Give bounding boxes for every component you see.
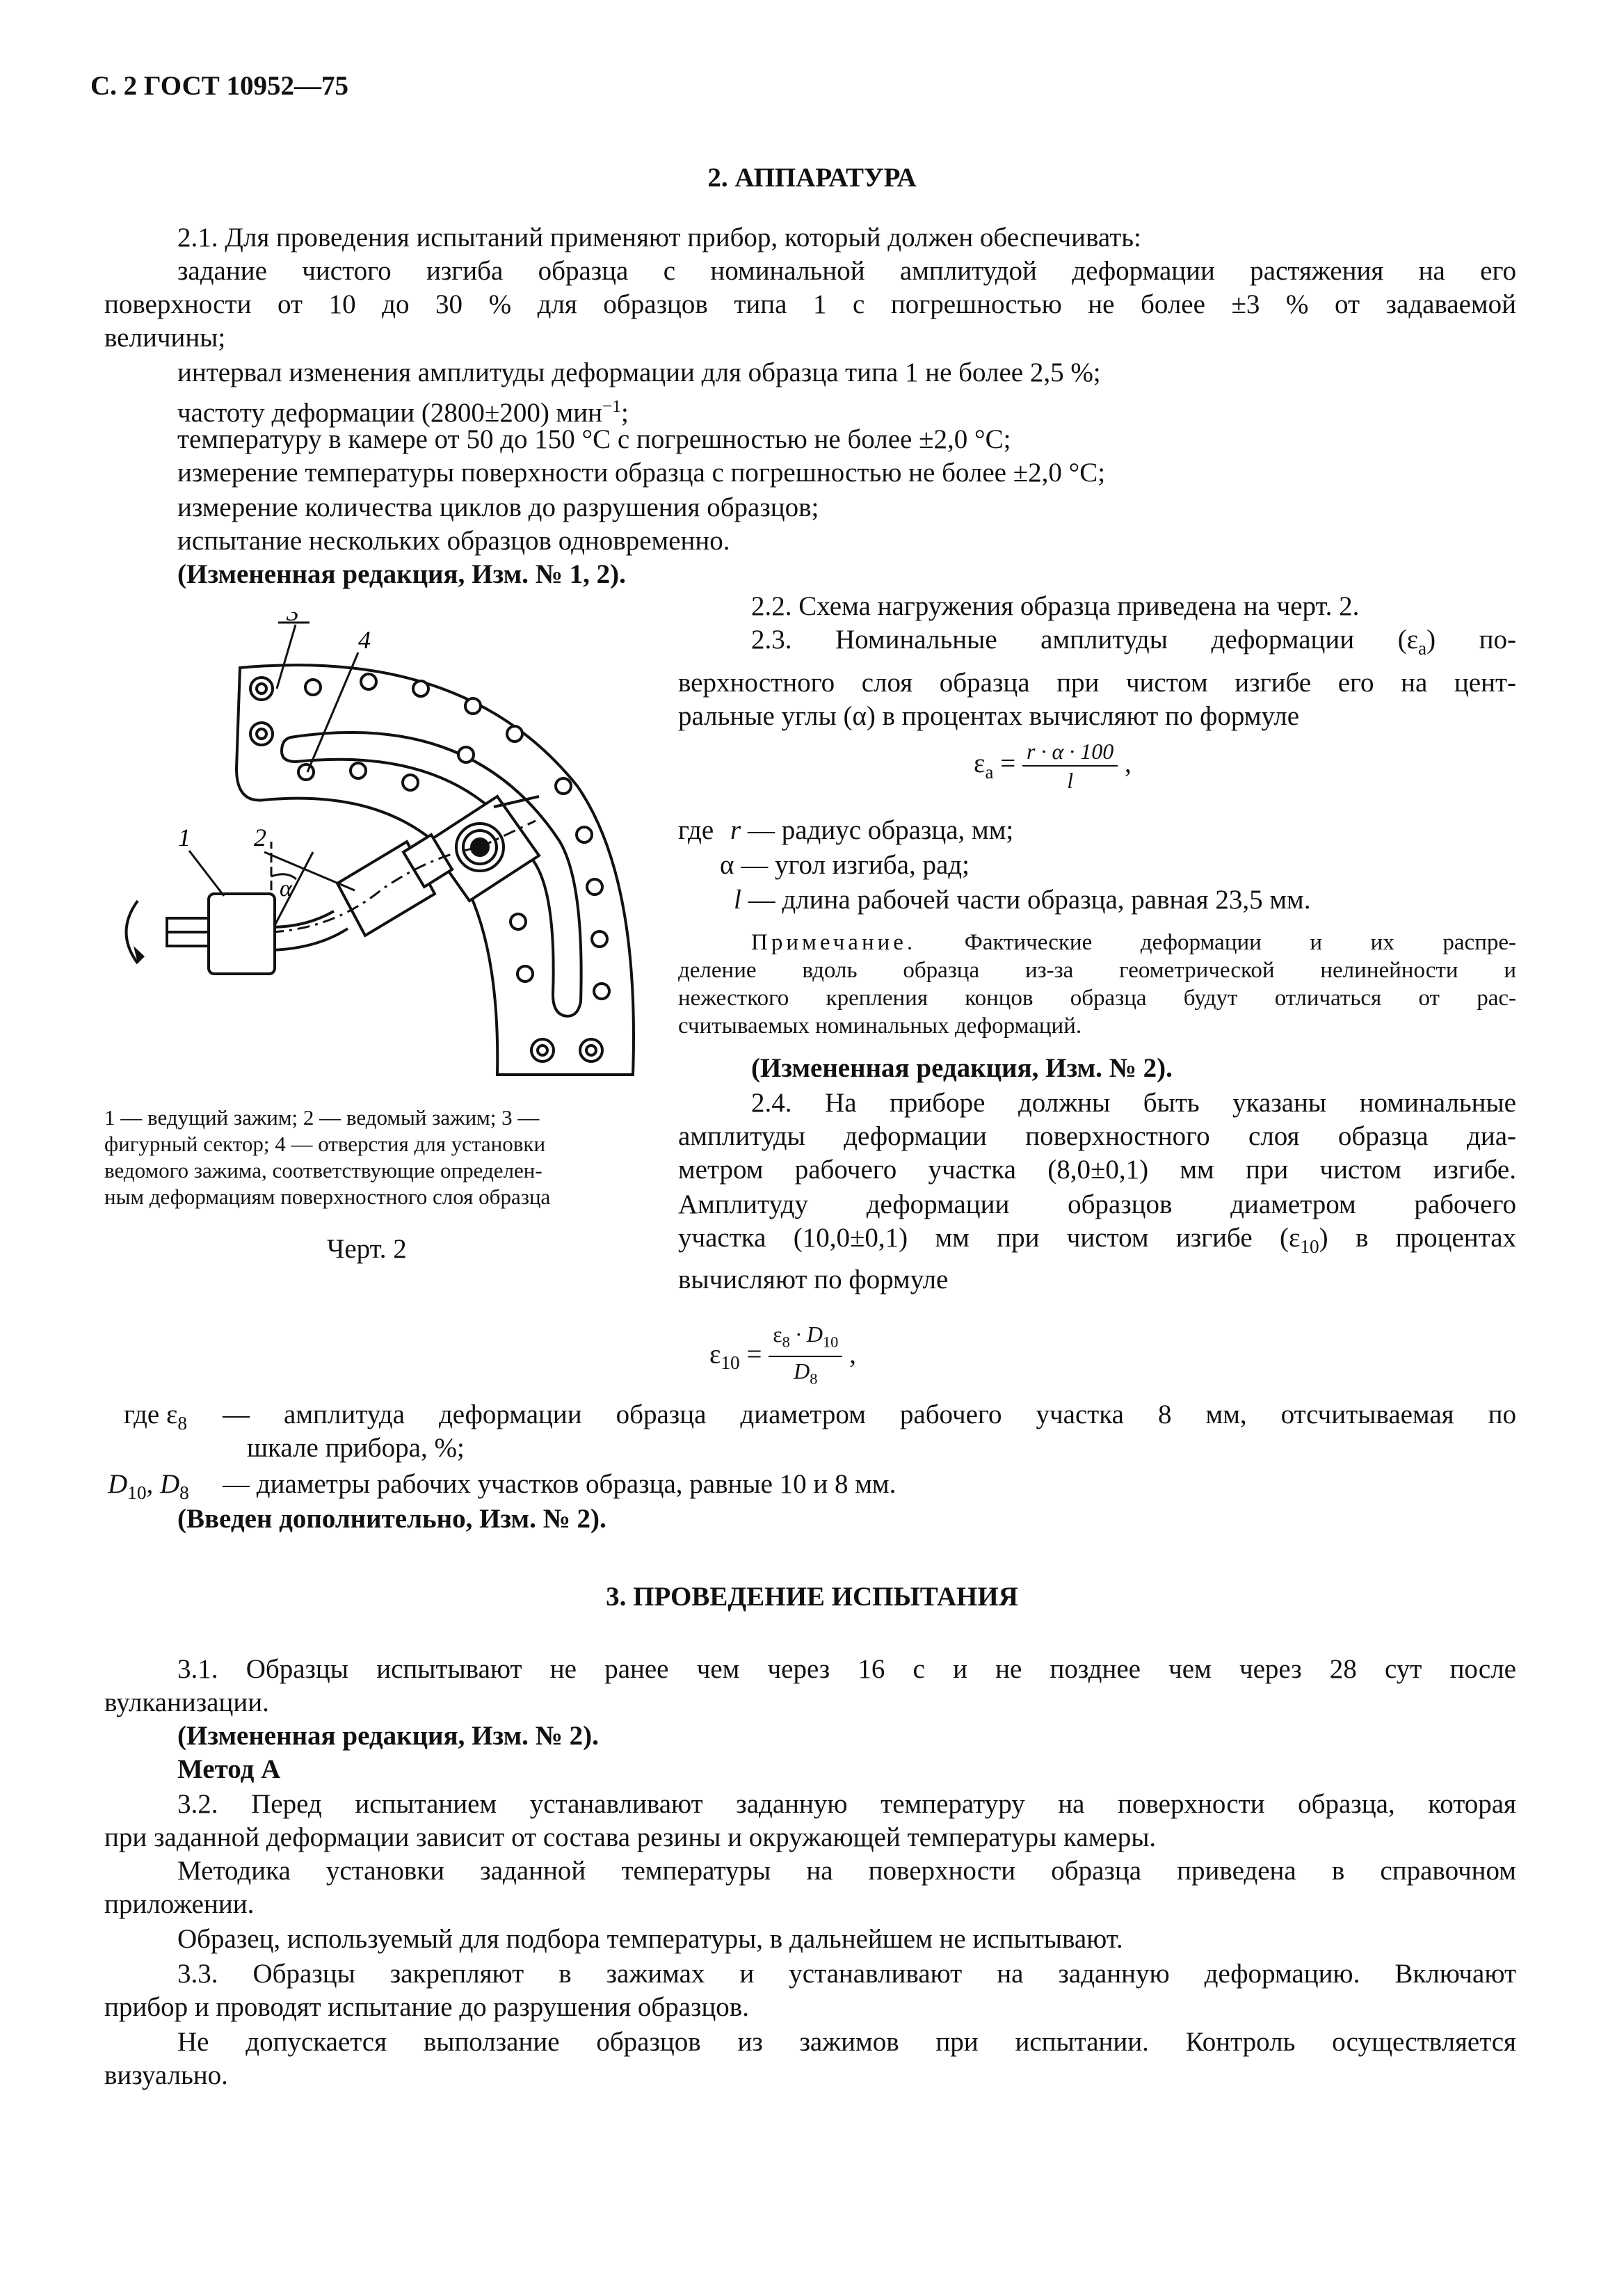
figure-label-4: 4 bbox=[358, 626, 371, 654]
section-2-title: 2. АППАРАТУРА bbox=[707, 163, 917, 193]
figure-label-3: 3 bbox=[287, 612, 299, 626]
p24-line2: амплитуды деформации поверхностного слоя образца диа- bbox=[678, 1121, 1516, 1151]
amendment-note-1: (Измененная редакция, Изм. № 1, 2). bbox=[177, 559, 626, 589]
p31-line1: 3.1. Образцы испытывают не ранее чем через 16 с и не позднее чем через 28 сут после bbox=[177, 1654, 1516, 1684]
figure-label-1: 1 bbox=[178, 824, 191, 851]
method-a-heading: Метод А bbox=[177, 1754, 281, 1784]
amendment-note-4: (Измененная редакция, Изм. № 2). bbox=[177, 1721, 599, 1751]
where2-e8-text-2: шкале прибора, %; bbox=[247, 1433, 465, 1463]
p31-line2: вулканизации. bbox=[104, 1687, 269, 1717]
amendment-note-2: (Измененная редакция, Изм. № 2). bbox=[751, 1053, 1173, 1083]
p24-line4: Амплитуду деформации образцов диаметром рабочего bbox=[678, 1189, 1516, 1219]
where1-alpha: α — угол изгиба, рад; bbox=[720, 850, 970, 880]
req-frequency: частоту деформации (2800±200) мин$^{-1}$; bbox=[177, 396, 629, 428]
figure-caption-line-2: фигурный сектор; 4 — отверстия для установки bbox=[104, 1132, 546, 1156]
leading-clamp bbox=[209, 894, 275, 974]
p32b-line2: приложении. bbox=[104, 1889, 255, 1919]
loading-scheme-drawing bbox=[104, 612, 654, 1099]
p33-line2: прибор и проводят испытание до разрушения образцов. bbox=[104, 1992, 749, 2022]
p32c: Образец, используемый для подбора температуры, в дальнейшем не испытывают. bbox=[177, 1924, 1123, 1954]
where2-d-text: — диаметры рабочих участков образца, равные 10 и 8 мм. bbox=[223, 1469, 897, 1499]
where2-d-symbols: $D_{10}$, $D_8$ bbox=[108, 1469, 189, 1503]
figure-2 bbox=[104, 612, 654, 1099]
note-line-4: считываемых номинальных деформаций. bbox=[678, 1013, 1082, 1039]
p24-line6: вычисляют по формуле bbox=[678, 1265, 949, 1294]
req-surface-temp: измерение температуры поверхности образца с погрешностью не более ±2,0 °С; bbox=[177, 458, 1106, 488]
p21-intro: 2.1. Для проведения испытаний применяют прибор, который должен обеспечивать: bbox=[177, 223, 1141, 252]
p33-line1: 3.3. Образцы закрепляют в зажимах и устанавливают на заданную деформацию. Включают bbox=[177, 1959, 1516, 1989]
p23-line2: верхностного слоя образца при чистом изгибе его на цент- bbox=[678, 668, 1516, 698]
figure-label-2: 2 bbox=[254, 824, 266, 851]
formula-2: $\varepsilon_{10}$ = $\frac{\varepsilon_8 \cdot D_{10}}{D_8}$ , bbox=[709, 1322, 856, 1388]
where1-l: l — длина рабочей части образца, равная 23,5 мм. bbox=[734, 885, 1311, 915]
req-chamber-temp: температуру в камере от 50 до 150 °С с погрешностью не более ±2,0 °С; bbox=[177, 424, 1011, 454]
p24-line5: участка (10,0±0,1) мм при чистом изгибе $(\varepsilon_{10})$ в процентах bbox=[678, 1223, 1517, 1257]
p33b-line1: Не допускается выползание образцов из зажимов при испытании. Контроль осуществляется bbox=[177, 2027, 1516, 2057]
figure-alpha-label: α bbox=[280, 876, 292, 901]
page-header: С. 2 ГОСТ 10952—75 bbox=[90, 71, 348, 101]
p22: 2.2. Схема нагружения образца приведена на черт. 2. bbox=[751, 591, 1360, 621]
p32b-line1: Методика установки заданной температуры на поверхности образца приведена в справочном bbox=[177, 1856, 1516, 1886]
p33b-line2: визуально. bbox=[104, 2060, 228, 2090]
where1-r: r — радиус образца, мм; bbox=[730, 815, 1014, 845]
figure-caption-line-1: 1 — ведущий зажим; 2 — ведомый зажим; 3 — bbox=[104, 1105, 540, 1130]
note-line-3: нежесткого крепления концов образца будут отличаться от рас- bbox=[678, 986, 1516, 1011]
section-3-title: 3. ПРОВЕДЕНИЕ ИСПЫТАНИЯ bbox=[606, 1582, 1018, 1612]
p21-line3: величины; bbox=[104, 323, 226, 353]
figure-caption-line-3: ведомого зажима, соответствующие определен- bbox=[104, 1158, 542, 1182]
req-interval: интервал изменения амплитуды деформации для образца типа 1 не более 2,5 %; bbox=[177, 358, 1101, 387]
p24-line3: метром рабочего участка (8,0±0,1) мм при чистом изгибе. bbox=[678, 1155, 1516, 1185]
p24-line1: 2.4. На приборе должны быть указаны номинальные bbox=[751, 1088, 1516, 1118]
note-line-2: деление вдоль образца из-за геометрической нелинейности и bbox=[678, 958, 1516, 983]
p23-line1: 2.3. Номинальные амплитуды деформации $(\varepsilon_a)$ по- bbox=[751, 625, 1516, 659]
where2-e8-symbol: где $\varepsilon_8$ bbox=[124, 1400, 187, 1434]
figure-caption-line-4: ным деформациям поверхностного слоя образца bbox=[104, 1185, 551, 1209]
where1-word: где bbox=[678, 815, 714, 845]
p23-line3: ральные углы (α) в процентах вычисляют по формуле bbox=[678, 701, 1300, 731]
note-line-1: Примечание. Фактические деформации и их распре- bbox=[751, 930, 1516, 955]
p32-line1: 3.2. Перед испытанием устанавливают заданную температуру на поверхности образца, которая bbox=[177, 1789, 1516, 1819]
formula-1: $\varepsilon_a$ = $\frac{r \cdot \alpha \cdot 100}{l}$ , bbox=[974, 739, 1132, 793]
p32-line2: при заданной деформации зависит от состава резины и окружающей температуры камеры. bbox=[104, 1822, 1157, 1852]
amendment-note-3: (Введен дополнительно, Изм. № 2). bbox=[177, 1504, 606, 1534]
req-multiple: испытание нескольких образцов одновременно. bbox=[177, 526, 730, 556]
req-cycles: измерение количества циклов до разрушения образцов; bbox=[177, 492, 819, 522]
where2-e8-text: — амплитуда деформации образца диаметром рабочего участка 8 мм, отсчитываемая по bbox=[223, 1400, 1516, 1429]
p21-line1: задание чистого изгиба образца с номинальной амплитудой деформации растяжения на его bbox=[177, 256, 1516, 286]
p21-line2: поверхности от 10 до 30 % для образцов типа 1 с погрешностью не более ±3 % от задаваемой bbox=[104, 289, 1516, 319]
figure-title: Черт. 2 bbox=[327, 1234, 407, 1264]
